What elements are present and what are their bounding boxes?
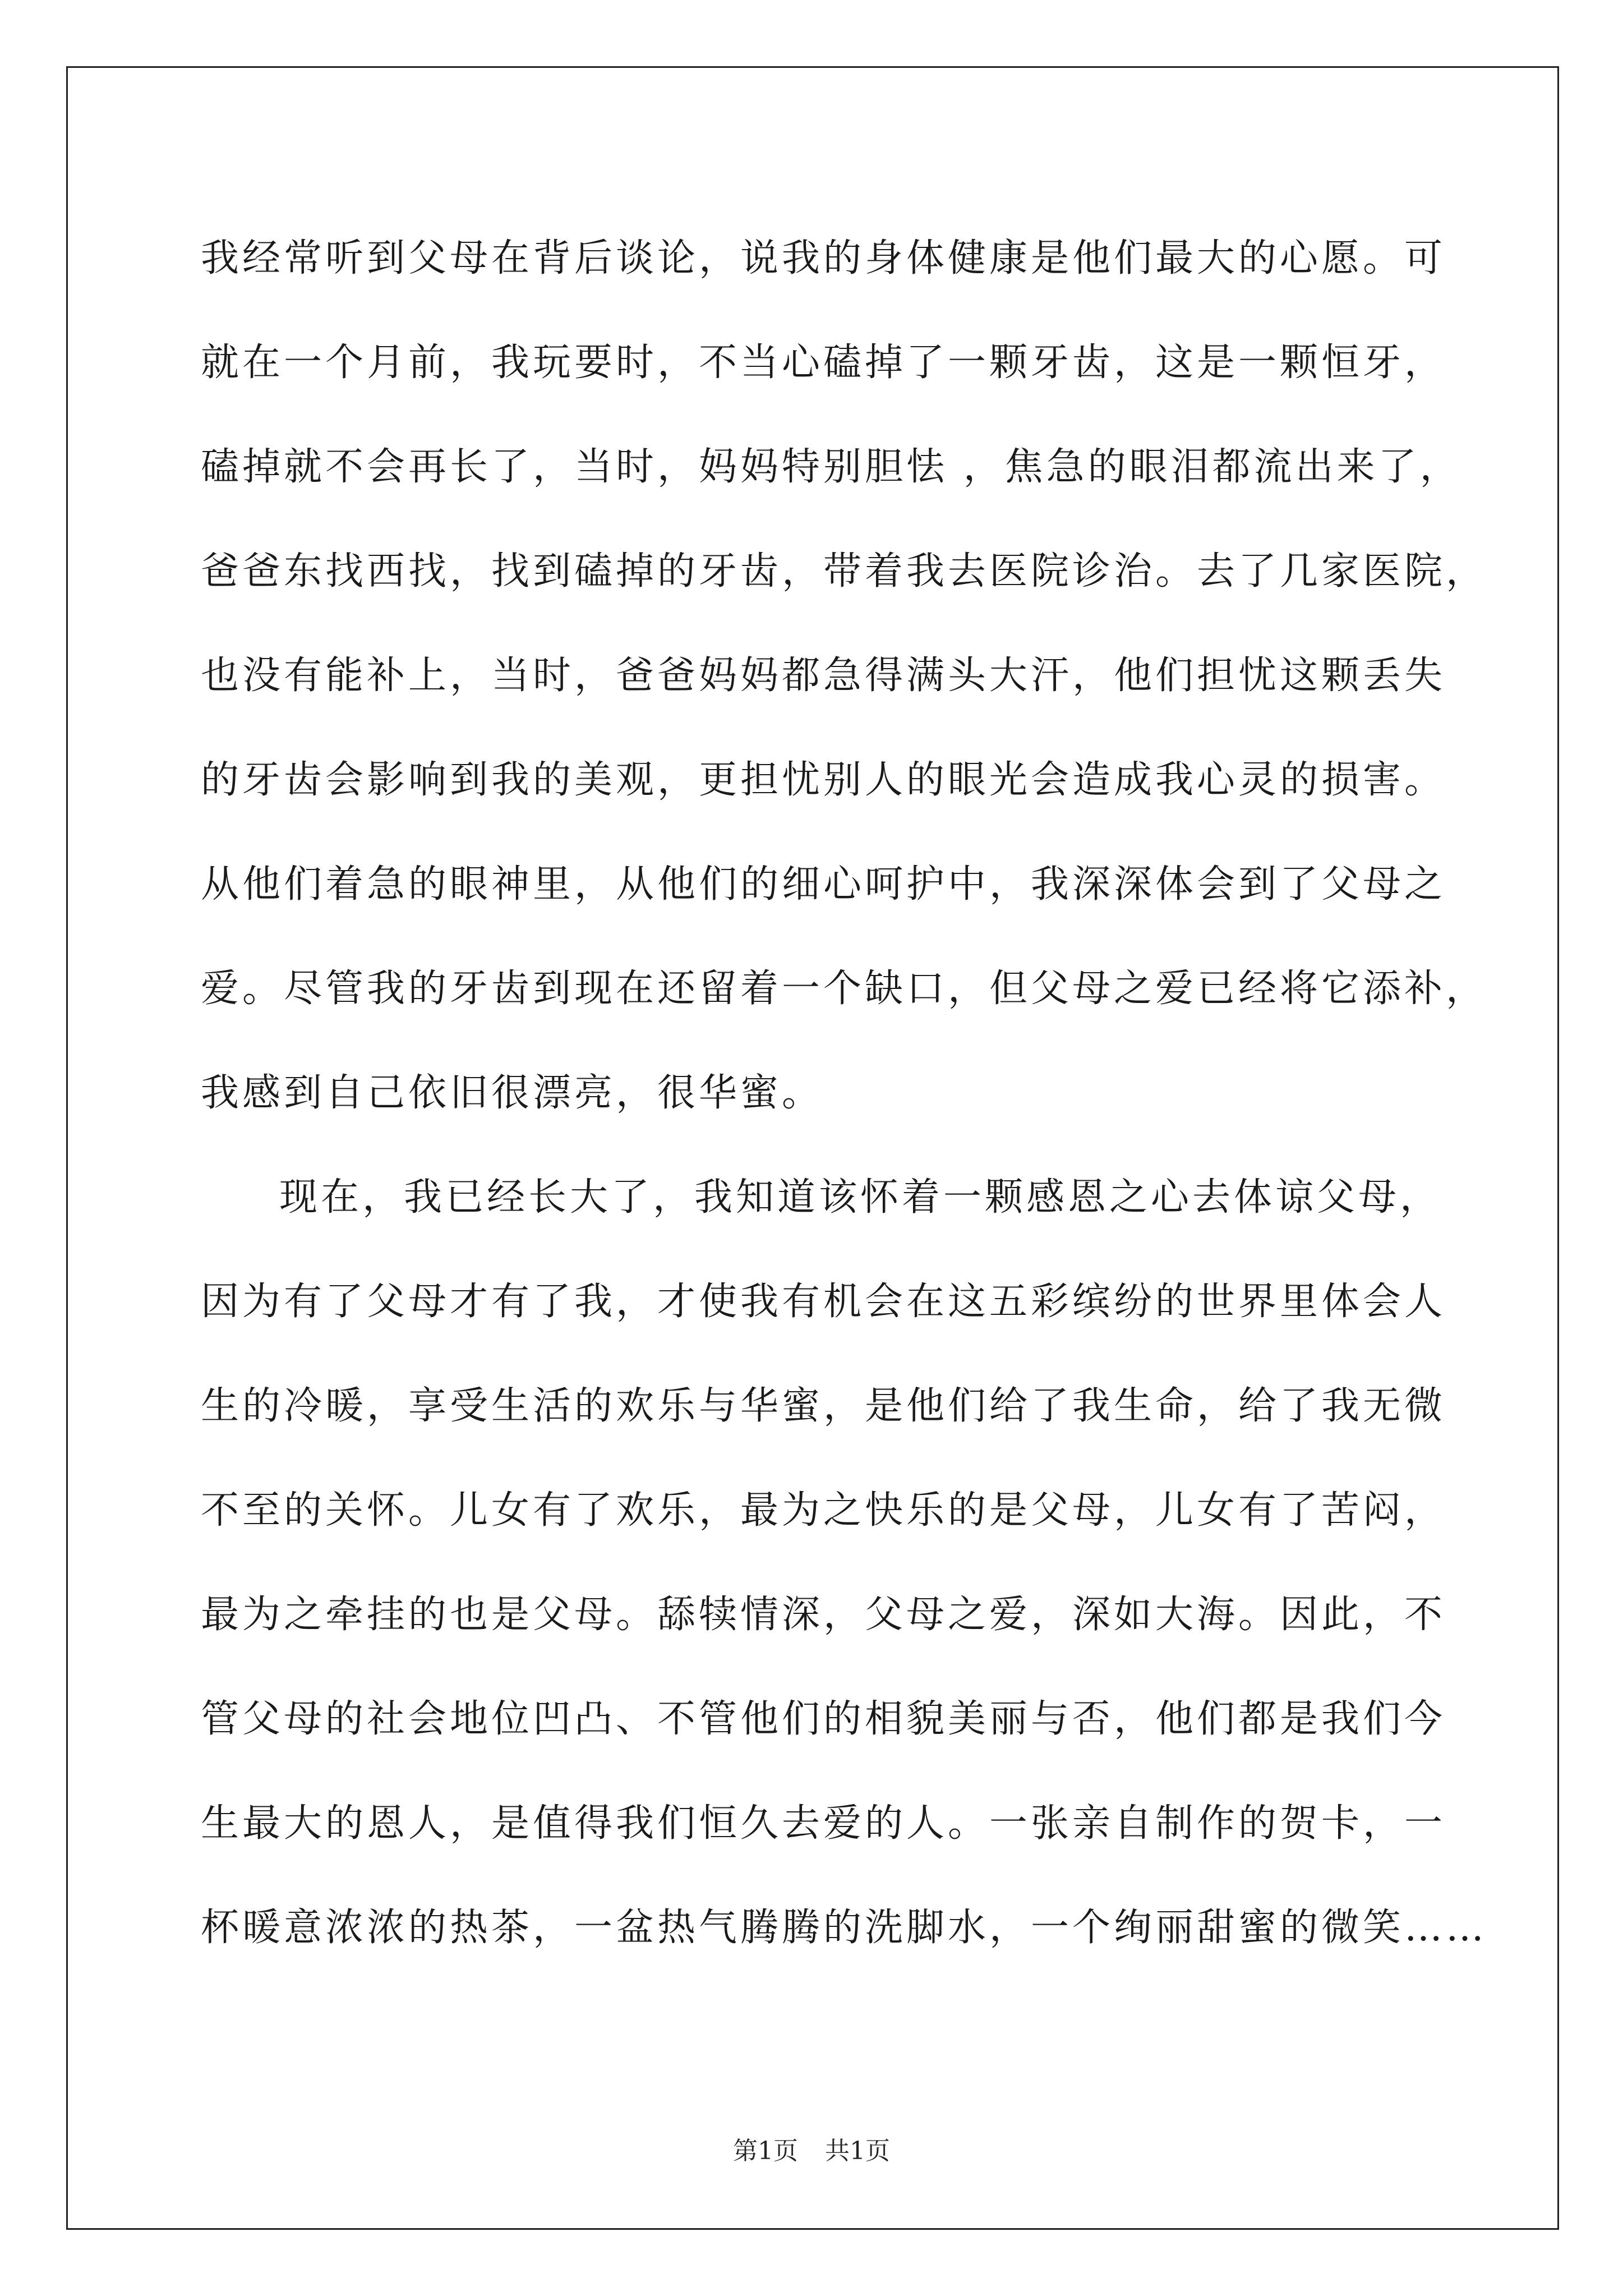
text-line: 的牙齿会影响到我的美观，更担忧别人的眼光会造成我心灵的损害。 xyxy=(201,758,1446,802)
page-number-total: 共1页 xyxy=(825,2137,890,2165)
text-line: 最为之牵挂的也是父母。舔犊情深，父母之爱，深如大海。因此，不 xyxy=(201,1593,1446,1637)
text-line: 从他们着急的眼神里，从他们的细心呵护中，我深深体会到了父母之 xyxy=(201,862,1446,907)
document-body xyxy=(201,206,1488,1980)
text-line: 爸爸东找西找，找到磕掉的牙齿，带着我去医院诊治。去了几家医院， xyxy=(201,549,1488,593)
text-line: 我经常听到父母在背后谈论，说我的身体健康是他们最大的心愿。可 xyxy=(201,236,1446,280)
text-line: 因为有了父母才有了我，才使我有机会在这五彩缤纷的世界里体会人 xyxy=(201,1280,1446,1324)
page-footer xyxy=(0,2134,1623,2168)
text-line: 我感到自己依旧很漂亮，很华蜜。 xyxy=(201,1071,824,1115)
text-line: 管父母的社会地位凹凸、不管他们的相貌美丽与否，他们都是我们今 xyxy=(201,1697,1446,1741)
text-line: 生的冷暖，享受生活的欢乐与华蜜，是他们给了我生命，给了我无微 xyxy=(201,1384,1446,1428)
text-line: 不至的关怀。儿女有了欢乐，最为之快乐的是父母，儿女有了苦闷， xyxy=(201,1488,1446,1533)
text-line: 就在一个月前，我玩要时，不当心磕掉了一颗牙齿，这是一颗恒牙， xyxy=(201,341,1446,385)
text-line: 爱。尽管我的牙齿到现在还留着一个缺口，但父母之爱已经将它添补， xyxy=(201,967,1488,1011)
text-line: 磕掉就不会再长了，当时，妈妈特别胆怯 ，焦急的眼泪都流出来了， xyxy=(201,445,1461,489)
text-line: 生最大的恩人，是值得我们恒久去爱的人。一张亲自制作的贺卡，一 xyxy=(201,1801,1446,1846)
text-line: 杯暖意浓浓的热茶，一盆热气腾腾的洗脚水，一个绚丽甜蜜的微笑…… xyxy=(201,1906,1488,1950)
text-line: 也没有能补上，当时，爸爸妈妈都急得满头大汗，他们担忧这颗丢失 xyxy=(201,654,1446,698)
paragraph-start-line: 现在，我已经长大了，我知道该怀着一颗感恩之心去体谅父母， xyxy=(279,1175,1442,1220)
page-number-current: 第1页 xyxy=(733,2137,798,2165)
